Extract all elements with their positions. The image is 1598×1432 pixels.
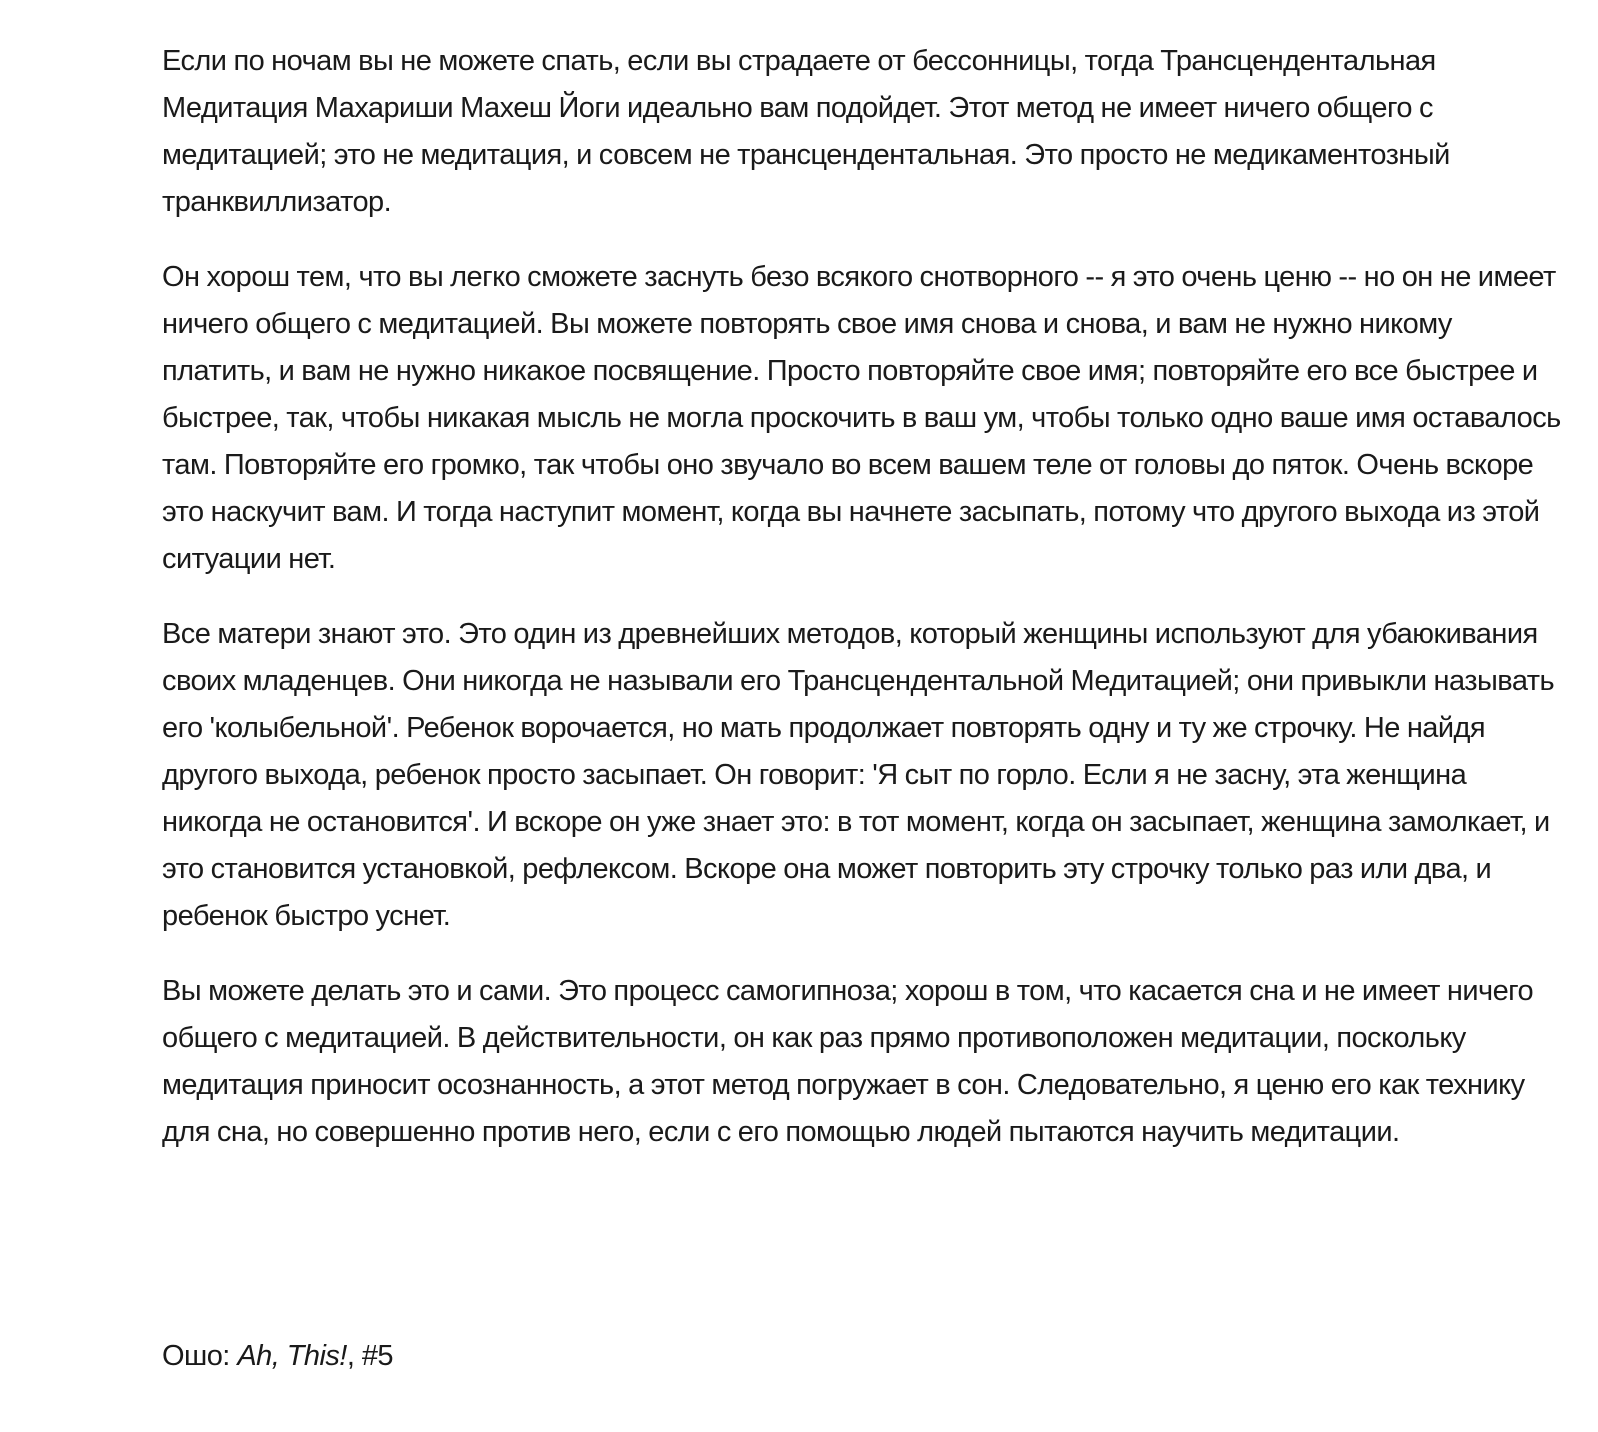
paragraph-2: Он хорош тем, что вы легко сможете заснуть безо всякого снотворного -- я это очень ценю -- но он не имеет ничего общего с медитацией. Вы можете повторять свое имя снова и снова, и вам не нужно никому платить, и вам не нужно никакое посвящение. Просто повторяйте свое имя; повторяйте его все быстрее и быстрее, так, чтобы никакая мысль не могла проскочить в ваш ум, чтобы только одно ваше имя оставалось там. Повторяйте его громко, так чтобы оно звучало во всем вашем теле от головы до пяток. Очень вскоре это наскучит вам. И тогда наступит момент, когда вы начнете засыпать, потому что другого выхода из этой ситуации нет.	[162, 261, 1561, 575]
source-attribution	[162, 1333, 393, 1380]
paragraph-4: Вы можете делать это и сами. Это процесс самогипноза; хорош в том, что касается сна и не имеет ничего общего с медитацией. В действительности, он как раз прямо противоположен медитации, поскольку медитация приносит осознанность, а этот метод погружает в сон. Следовательно, я ценю его как технику для сна, но совершенно против него, если с его помощью людей пытаются научить медитации.	[162, 975, 1534, 1148]
paragraph-3: Все матери знают это. Это один из древнейших методов, который женщины используют для убаюкивания своих младенцев. Они никогда не называли его Трансцендентальной Медитацией; они привыкли называть его 'колыбельной'. Ребенок ворочается, но мать продолжает повторять одну и ту же строчку. Не найдя другого выхода, ребенок просто засыпает. Он говорит: 'Я сыт по горло. Если я не засну, эта женщина никогда не остановится'. И вскоре он уже знает это: в тот момент, когда он засыпает, женщина замолкает, и это становится установкой, рефлексом. Вскоре она может повторить эту строчку только раз или два, и ребенок быстро уснет.	[162, 618, 1555, 932]
paragraph-1: Если по ночам вы не можете спать, если вы страдаете от бессонницы, тогда Трансцендентальная Медитация Махариши Махеш Йоги идеально вам подойдет. Этот метод не имеет ничего общего с медитацией; это не медитация, и совсем не трансцендентальная. Это просто не медикаментозный транквиллизатор.	[162, 45, 1450, 218]
attribution-author: Ошо:	[162, 1340, 238, 1372]
attribution-title: Ah, This!	[237, 1340, 347, 1372]
article-body	[162, 38, 1562, 1156]
attribution-suffix: , #5	[346, 1340, 393, 1372]
